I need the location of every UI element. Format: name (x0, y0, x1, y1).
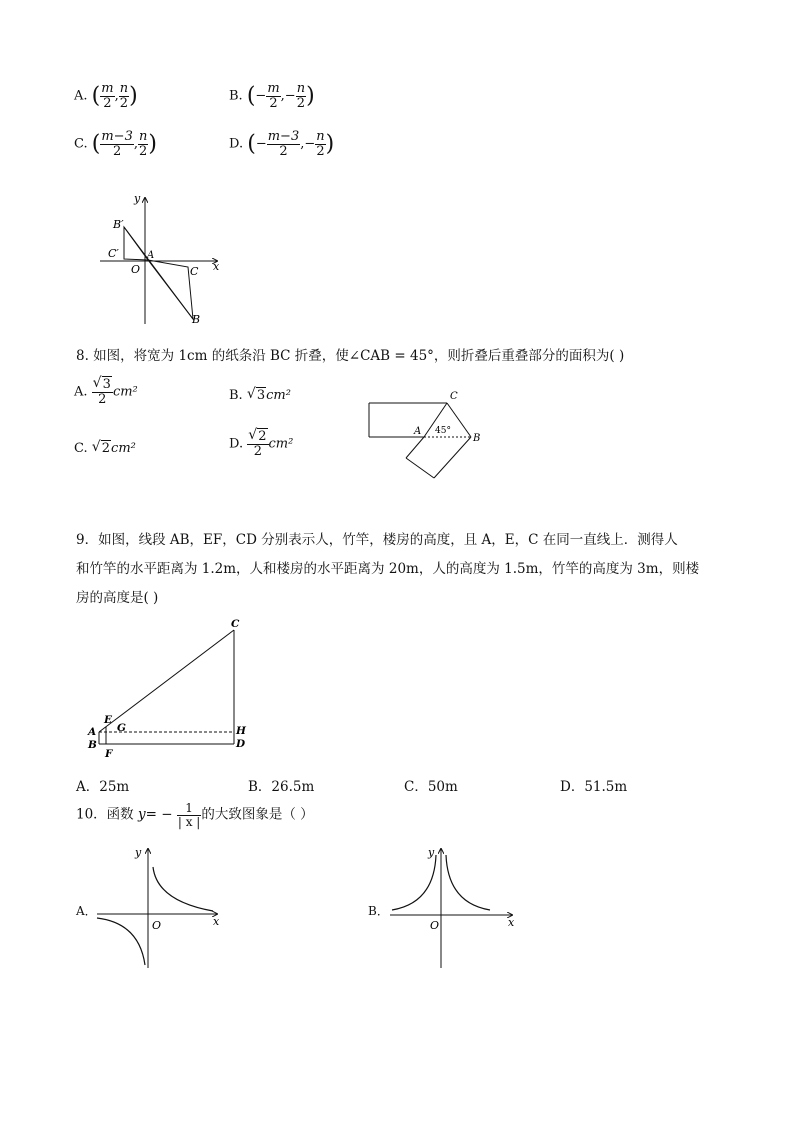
q9-option-b[interactable]: B．26.5m (248, 779, 315, 795)
point-a-label: A (147, 250, 155, 261)
fraction: $\frac{n}{2}$ (139, 129, 148, 159)
q8-option-a[interactable]: A. √ $\frac{3}{2}$ cm² (74, 378, 138, 406)
q10-option-a-label[interactable]: A． (76, 904, 97, 918)
point-b-prime-label: B′ (113, 218, 124, 231)
q9-option-d[interactable]: D．51.5m (560, 779, 628, 795)
y-axis-label: y (428, 846, 435, 859)
point-c-label: C (190, 265, 199, 278)
x-axis-label: x (213, 915, 220, 928)
fraction: √ $\frac{3}{2}$ (92, 378, 113, 406)
angle-label: 45° (435, 426, 451, 436)
curve-lower-left (97, 918, 145, 965)
fraction: $\frac{m}{2}$ (267, 81, 280, 111)
option-label: A. (74, 88, 88, 104)
q8-folded-strip-figure (362, 388, 492, 483)
option-label: C. (74, 136, 88, 152)
y-axis-label: y (134, 192, 141, 205)
point-c-label: C (231, 618, 240, 630)
fraction: $\frac{n}{2}$ (119, 81, 129, 111)
q10-question-text: 10．函数 y= − $\frac{1}{| x |}$ 的大致图象是（ ） (76, 801, 314, 829)
fraction: √ $\frac{2}{2}$ (247, 430, 268, 458)
q10-option-b-label[interactable]: B． (368, 904, 389, 918)
q9-option-a[interactable]: A．25m (76, 779, 130, 795)
point-a-label: A (414, 426, 422, 437)
fraction: $\frac{m-3}{2}$ (101, 129, 133, 159)
q8-option-c[interactable]: C. √ 2cm² (74, 441, 136, 456)
q9-text-line-3: 房的高度是( ) (76, 590, 159, 606)
x-axis-label: x (213, 260, 220, 273)
point-c-label: C (450, 391, 458, 402)
y-axis-label: y (135, 846, 142, 859)
q7-coordinate-figure (95, 190, 230, 328)
q7-option-c[interactable]: C. ( $\frac{m-3}{2}$ , $\frac{n}{2}$ ) (74, 129, 157, 159)
q8-question-text: 8. 如图，将宽为 1cm 的纸条沿 BC 折叠，使∠CAB = 45°，则折叠后重叠部分的面积为( ) (76, 348, 625, 364)
q8-option-d[interactable]: D. √ $\frac{2}{2}$ cm² (229, 430, 293, 458)
origin-label: O (430, 919, 440, 932)
curve-upper-right (153, 867, 213, 911)
fraction: $\frac{n}{2}$ (296, 81, 306, 111)
curve-right-branch (446, 855, 490, 910)
fraction: $\frac{m}{2}$ (101, 81, 114, 111)
fraction: $\frac{1}{| x |}$ (177, 801, 201, 829)
q7-option-b[interactable]: B. (− $\frac{m}{2}$ ,− $\frac{n}{2}$ ) (229, 81, 315, 111)
point-c-prime-label: C′ (108, 247, 119, 260)
point-b-label: B (88, 739, 97, 751)
point-h-label: H (236, 725, 246, 737)
origin-label: O (131, 263, 141, 276)
option-label: D. (229, 136, 244, 152)
q8-option-b[interactable]: B. √ 3cm² (229, 388, 291, 403)
origin-label: O (152, 919, 162, 932)
point-f-label: F (105, 748, 113, 760)
q10-graph-b[interactable] (388, 843, 518, 969)
q9-text-line-2: 和竹竿的水平距离为 1.2m，人和楼房的水平距离为 20m，人的高度为 1.5m，竹竿的高度为 3m，则楼 (76, 561, 700, 577)
option-label: B. (229, 88, 243, 104)
q7-option-d[interactable]: D. (− $\frac{m-3}{2}$ ,− $\frac{n}{2}$ ) (229, 129, 335, 159)
point-b-label: B (192, 313, 201, 326)
fraction: $\frac{m-3}{2}$ (267, 129, 300, 159)
curve-left-branch (392, 855, 436, 910)
point-e-label: E (104, 714, 113, 726)
x-axis-label: x (508, 916, 515, 929)
square-root: √ 2 (92, 441, 111, 456)
point-a-label: A (88, 726, 97, 738)
q7-option-a[interactable]: A. ( $\frac{m}{2}$ , $\frac{n}{2}$ ) (74, 81, 138, 111)
q10-graph-a[interactable] (95, 843, 225, 969)
q9-text-line-1: 9．如图，线段 AB，EF，CD 分别表示人，竹竿，楼房的高度，且 A，E，C 在同一直线上．测得人 (76, 532, 678, 548)
q9-option-c[interactable]: C．50m (404, 779, 458, 795)
fraction: $\frac{n}{2}$ (316, 129, 325, 159)
q9-building-figure (85, 615, 255, 760)
point-b-label: B (473, 433, 481, 444)
square-root: √ 3 (247, 388, 266, 403)
point-g-label: G (117, 722, 126, 734)
point-d-label: D (236, 738, 246, 750)
